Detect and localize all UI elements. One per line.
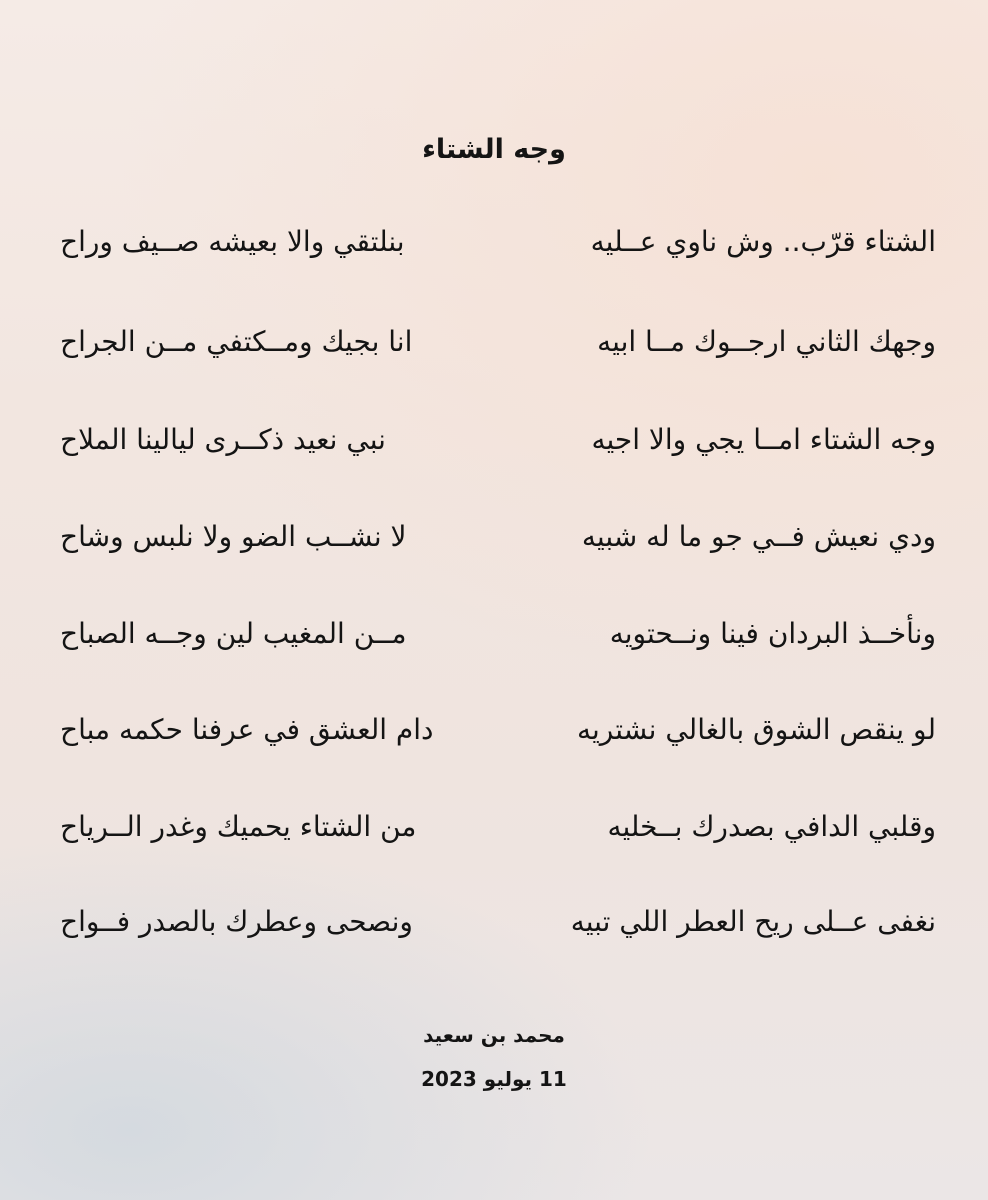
verse-row bbox=[60, 318, 936, 366]
verse-first-hemistich: وجهك الثاني ارجــوك مــا ابيه bbox=[597, 325, 936, 359]
verse-second-hemistich: من الشتاء يحميك وغدر الــرياح bbox=[60, 810, 417, 844]
verse-row bbox=[60, 218, 936, 266]
verse-second-hemistich: انا بجيك ومــكتفي مــن الجراح bbox=[60, 325, 413, 359]
verse-first-hemistich: ودي نعيش فــي جو ما له شبيه bbox=[581, 520, 936, 554]
verse-first-hemistich: وجه الشتاء امــا يجي والا اجيه bbox=[591, 423, 936, 457]
verse-second-hemistich: لا نشــب الضو ولا نلبس وشاح bbox=[60, 520, 407, 554]
verse-first-hemistich: الشتاء قرّب.. وش ناوي عــليه bbox=[590, 225, 936, 259]
verse-row bbox=[60, 416, 936, 464]
verse-first-hemistich: ونأخــذ البردان فينا ونــحتويه bbox=[609, 617, 936, 651]
verse-second-hemistich: دام العشق في عرفنا حكمه مباح bbox=[60, 713, 434, 747]
verse-second-hemistich: ونصحى وعطرك بالصدر فــواح bbox=[60, 905, 413, 939]
verse-first-hemistich: لو ينقص الشوق بالغالي نشتريه bbox=[576, 713, 936, 747]
verse-first-hemistich: نغفى عــلى ريح العطر اللي تبيه bbox=[570, 905, 936, 939]
verse-row bbox=[60, 513, 936, 561]
verse-first-hemistich: وقلبي الدافي بصدرك بــخليه bbox=[607, 810, 936, 844]
verse-second-hemistich: مــن المغيب لين وجــه الصباح bbox=[60, 617, 407, 651]
poem-title: وجه الشتاء bbox=[422, 134, 566, 165]
verse-row bbox=[60, 803, 936, 851]
verse-second-hemistich: بنلتقي والا بعيشه صــيف وراح bbox=[60, 225, 405, 259]
verse-row bbox=[60, 898, 936, 946]
verse-second-hemistich: نبي نعيد ذكــرى ليالينا الملاح bbox=[60, 423, 386, 457]
poem-date: 11 يوليو 2023 bbox=[421, 1067, 567, 1091]
verse-row bbox=[60, 610, 936, 658]
poem-author: محمد بن سعيد bbox=[423, 1023, 565, 1047]
verse-row bbox=[60, 706, 936, 754]
